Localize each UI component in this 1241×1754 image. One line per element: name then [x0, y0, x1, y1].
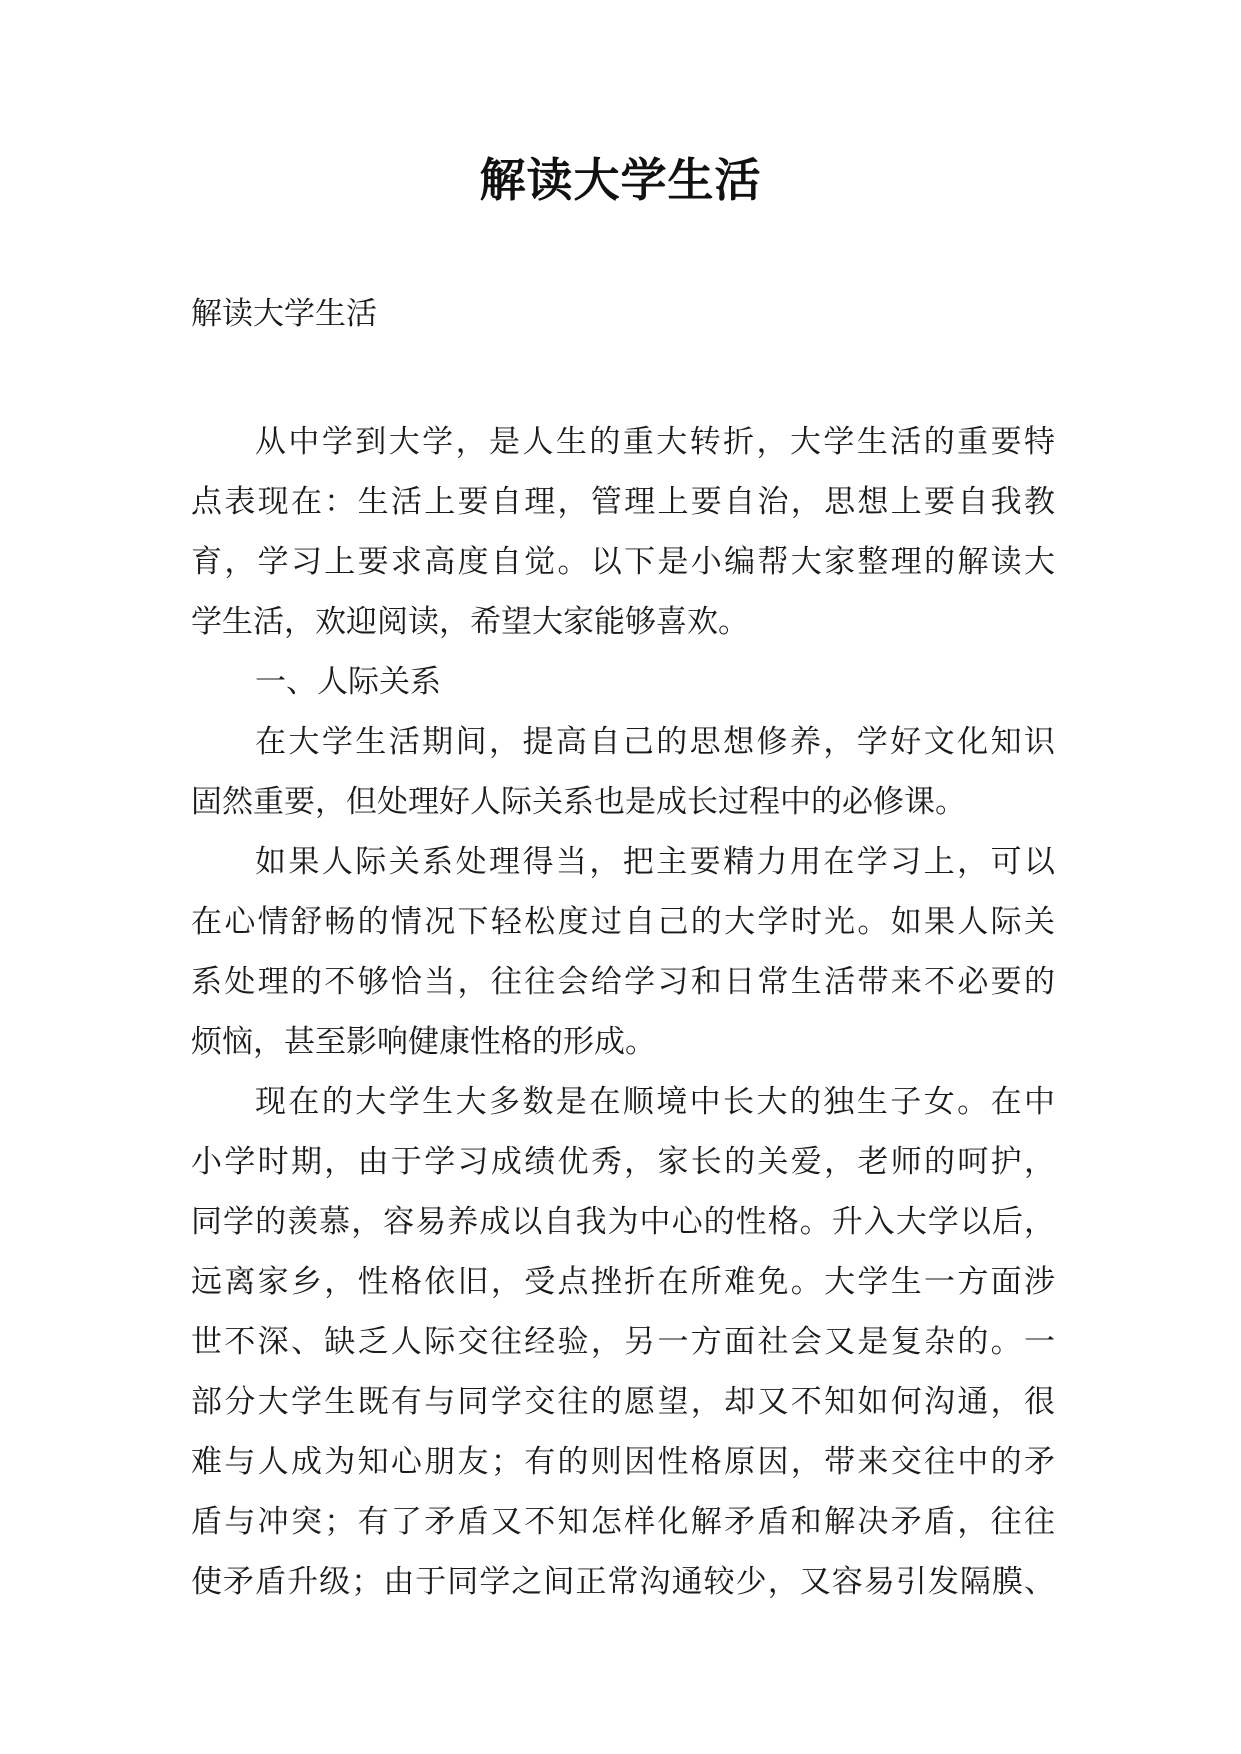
body-line: 烦恼，甚至影响健康性格的形成。: [191, 1024, 656, 1060]
body-line: 现在的大学生大多数是在顺境中长大的独生子女。在中: [255, 1084, 1055, 1120]
body-line: 在心情舒畅的情况下轻松度过自己的大学时光。如果人际关: [191, 904, 1055, 940]
body-line: 育，学习上要求高度自觉。以下是小编帮大家整理的解读大: [191, 544, 1055, 580]
body-line: 世不深、缺乏人际交往经验，另一方面社会又是复杂的。一: [191, 1324, 1055, 1360]
body-line: 盾与冲突；有了矛盾又不知怎样化解矛盾和解决矛盾，往往: [191, 1504, 1055, 1540]
body-line: 远离家乡，性格依旧，受点挫折在所难免。大学生一方面涉: [191, 1264, 1055, 1300]
body-line: 学生活，欢迎阅读，希望大家能够喜欢。: [191, 604, 749, 640]
body-line: 点表现在：生活上要自理，管理上要自治，思想上要自我教: [191, 484, 1055, 520]
body-line: 固然重要，但处理好人际关系也是成长过程中的必修课。: [191, 784, 966, 820]
body-line: 从中学到大学，是人生的重大转折，大学生活的重要特: [255, 424, 1055, 460]
body-line: 同学的羡慕，容易养成以自我为中心的性格。升入大学以后，: [191, 1204, 1055, 1240]
document-body: [191, 412, 1055, 1612]
body-line: 使矛盾升级；由于同学之间正常沟通较少，又容易引发隔膜、: [191, 1564, 1055, 1600]
body-line: 难与人成为知心朋友；有的则因性格原因，带来交往中的矛: [191, 1444, 1055, 1480]
document-subtitle: 解读大学生活: [191, 296, 377, 332]
body-line: 部分大学生既有与同学交往的愿望，却又不知如何沟通，很: [191, 1384, 1055, 1420]
body-line: 系处理的不够恰当，往往会给学习和日常生活带来不必要的: [191, 964, 1055, 1000]
body-line: 在大学生活期间，提高自己的思想修养，学好文化知识: [255, 724, 1055, 760]
body-line: 小学时期，由于学习成绩优秀，家长的关爱，老师的呵护，: [191, 1144, 1055, 1180]
body-line: 一、人际关系: [255, 664, 441, 700]
body-line: 如果人际关系处理得当，把主要精力用在学习上，可以: [255, 844, 1055, 880]
document-title: 解读大学生活: [479, 153, 762, 207]
